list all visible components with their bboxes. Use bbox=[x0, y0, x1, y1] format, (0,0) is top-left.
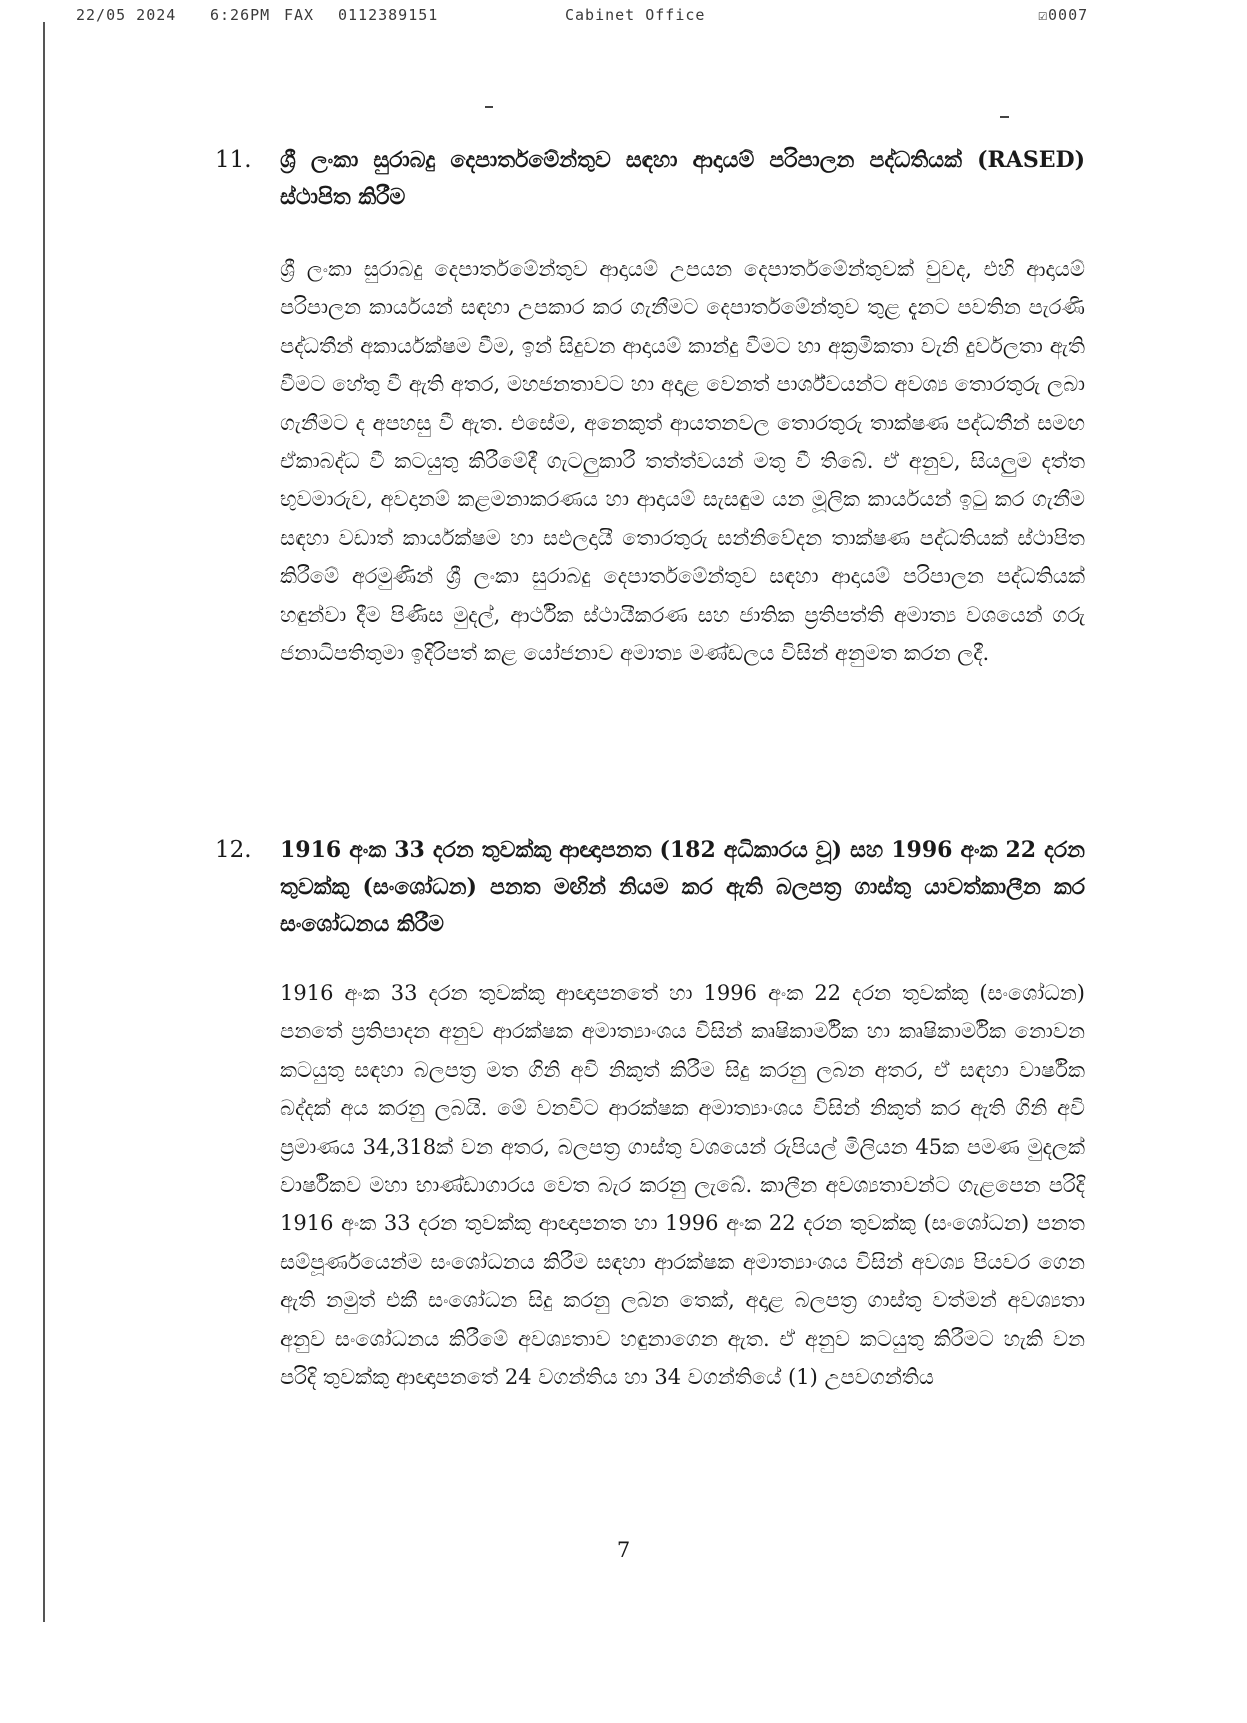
section-number: 12. bbox=[215, 837, 252, 863]
fax-number: 0112389151 bbox=[338, 6, 439, 24]
scan-speck bbox=[1000, 116, 1009, 118]
section-title: ශ්‍රී ලංකා සුරාබදු දෙපාර්තමේන්තුව සඳහා ආදායම් පරිපාලන පද්ධතියක් (RASED) ස්ථාපිත කිරීම bbox=[280, 147, 1085, 210]
fax-time: 6:26PM bbox=[210, 6, 271, 24]
section-title: 1916 අංක 33 දරන තුවක්කු ආඥාපනත (182 අධිකාරය වූ) සහ 1996 අංක 22 දරන තුවක්කු (සංශෝධන) පනත මඟින් නියම කර ඇති බලපත්‍ර ගාස්තු යාවත්කාලීන කර සංශෝධනය කිරීම bbox=[280, 837, 1085, 937]
scan-margin-line bbox=[43, 22, 45, 1622]
scan-speck bbox=[485, 106, 493, 108]
section-body: ශ්‍රී ලංකා සුරාබදු දෙපාර්තමේන්තුව ආදායම් උපයන දෙපාර්තමේන්තුවක් වුවද, එහි ආදායම් පරිපාලන කාර්යයන් සඳහා උපකාර කර ගැනීමට දෙපාර්තමේන්තුව තුළ දැනට පවතින පැරණි පද්ධතීන් අකාර්යක්ෂම වීම, ඉන් සිදුවන ආදායම් කාන්දු වීමට හා අක්‍රමිකතා වැනි දුර්වලතා ඇති වීමට හේතු වී ඇති අතර, මහජනතාවට හා අදාළ වෙනත් පාර්ශ්වයන්ට අවශ්‍ය තොරතුරු ලබා ගැනීමට ද අපහසු වී ඇත. එසේම, අනෙකුත් ආයතනවල තොරතුරු තාක්ෂණ පද්ධතීන් සමඟ ඒකාබද්ධ වී කටයුතු කිරීමේදී ගැටලුකාරී තත්ත්වයන් මතු වී තිබේ. ඒ අනුව, සියලුම දත්ත භුවමාරුව, අවදානම් කළමනාකරණය හා ආදායම් සැසඳුම යන මූලික කාර්යයන් ඉටු කර ගැනීම සඳහා වඩාත් කාර්යක්ෂම හා සඵලදායී තොරතුරු සන්නිවේදන තාක්ෂණ පද්ධතියක් ස්ථාපිත කිරීමේ අරමුණින් ශ්‍රී ලංකා සුරාබදු දෙපාර්තමේන්තුව සඳහා ආදායම් පරිපාලන පද්ධතියක් හඳුන්වා දීම පිණිස මුදල්, ආර්ථික ස්ථායීකරණ සහ ජාතික ප්‍රතිපත්ති අමාත්‍ය වශයෙන් ගරු ජනාධිපතිතුමා ඉදිරිපත් කළ යෝජනාව අමාත්‍ය මණ්ඩලය විසින් අනුමත කරන ලදී. bbox=[280, 257, 1085, 666]
fax-date: 22/05 2024 bbox=[76, 6, 177, 24]
page-number: 7 bbox=[616, 1538, 631, 1562]
fax-office: Cabinet Office bbox=[565, 6, 706, 24]
fax-header bbox=[0, 6, 1247, 32]
fax-label: FAX bbox=[284, 6, 315, 24]
fax-page-code: ☑0007 bbox=[1038, 6, 1089, 24]
section-number: 11. bbox=[215, 147, 252, 173]
section-body: 1916 අංක 33 දරන තුවක්කු ආඥාපනතේ හා 1996 අංක 22 දරන තුවක්කු (සංශෝධන) පනතේ ප්‍රතිපාදන අනුව ආරක්ෂක අමාත්‍යාංශය විසින් කෘෂිකාර්මික හා කෘෂිකාර්මික නොවන කටයුතු සඳහා බලපත්‍ර මත ගිනි අවි නිකුත් කිරීම සිදු කරනු ලබන අතර, ඒ සඳහා වාර්ෂික බද්දක් අය කරනු ලබයි. මේ වනවිට ආරක්ෂක අමාත්‍යාංශය විසින් නිකුත් කර ඇති ගිනි අවි ප්‍රමාණය 34,318ක් වන අතර, බලපත්‍ර ගාස්තු වශයෙන් රුපියල් මිලියන 45ක පමණ මුදලක් වාර්ෂිකව මහා භාණ්ඩාගාරය වෙත බැර කරනු ලැබේ. කාලීන අවශ්‍යතාවන්ට ගැළපෙන පරිදි 1916 අංක 33 දරන තුවක්කු ආඥාපනත හා 1996 අංක 22 දරන තුවක්කු (සංශෝධන) පනත සම්පූර්ණයෙන්ම සංශෝධනය කිරීම සඳහා ආරක්ෂක අමාත්‍යාංශය විසින් අවශ්‍ය පියවර ගෙන ඇති නමුත් එකී සංශෝධන සිදු කරනු ලබන තෙක්, අදාළ බලපත්‍ර ගාස්තු වත්මන් අවශ්‍යතා අනුව සංශෝධනය කිරීමේ අවශ්‍යතාව හඳුනාගෙන ඇත. ඒ අනුව කටයුතු කිරීමට හැකි වන පරිදි තුවක්කු ආඥාපනතේ 24 වගන්තිය හා 34 වගන්තියේ (1) උපවගන්තිය bbox=[280, 981, 1085, 1390]
